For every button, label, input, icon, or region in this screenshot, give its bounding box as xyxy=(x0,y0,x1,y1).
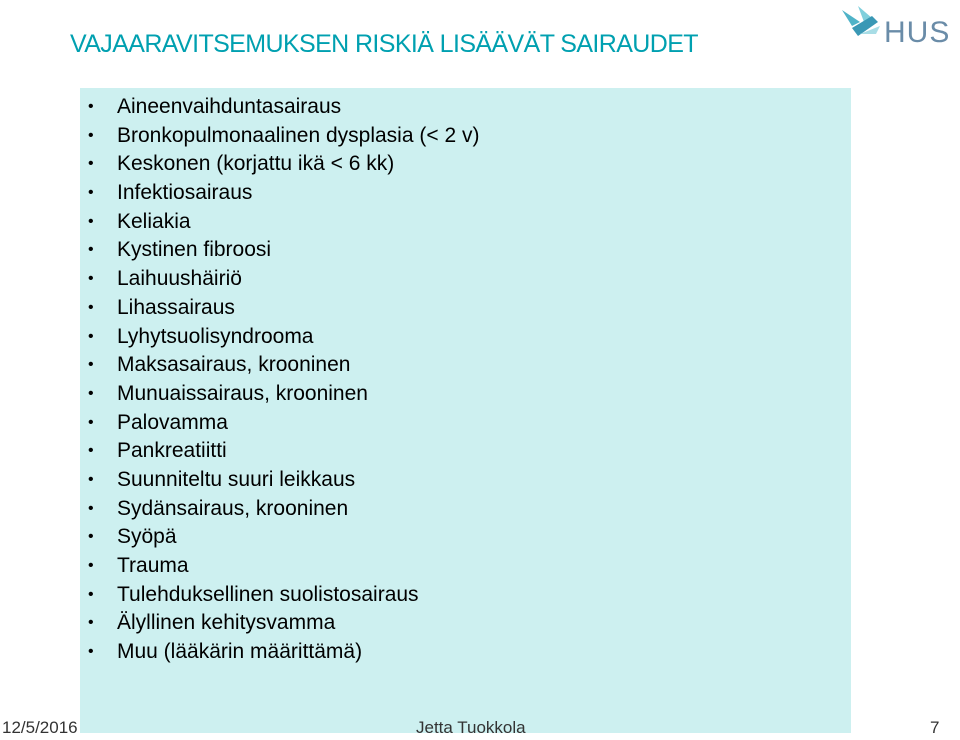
bullet-item xyxy=(88,150,479,179)
footer-date: 12/5/2016 xyxy=(2,718,78,737)
bullet-item xyxy=(88,265,479,294)
bullet-text: Aineenvaihduntasairaus xyxy=(117,95,342,118)
bullet-dot-icon: • xyxy=(88,384,94,402)
bullet-item xyxy=(88,437,479,466)
bullet-text: Suunniteltu suuri leikkaus xyxy=(117,467,356,491)
bullet-item xyxy=(88,93,479,122)
bullet-item xyxy=(88,122,479,151)
bullet-text: Keskonen (korjattu ikä < 6 kk) xyxy=(117,152,395,176)
bullet-dot-icon: • xyxy=(88,557,94,574)
bullet-text: Kystinen fibroosi xyxy=(117,238,272,262)
bullet-item xyxy=(88,351,479,380)
bullet-dot-icon: • xyxy=(88,585,94,603)
hus-logo xyxy=(838,4,960,54)
bullet-dot-icon: • xyxy=(88,614,94,632)
bullet-dot-icon: • xyxy=(88,356,94,374)
footer-author: Jetta Tuokkola xyxy=(416,718,526,737)
bullet-item xyxy=(88,609,479,638)
bullet-dot-icon: • xyxy=(88,643,94,661)
bullet-dot-icon: • xyxy=(88,184,94,202)
bullet-dot-icon: • xyxy=(88,413,94,431)
bullet-text: Bronkopulmonaalinen dysplasia (< 2 v) xyxy=(117,123,480,147)
bullet-dot-icon: • xyxy=(88,98,94,115)
bullet-text: Sydänsairaus, krooninen xyxy=(117,496,349,520)
bullet-dot-icon: • xyxy=(88,212,94,230)
bullet-text: Trauma xyxy=(117,554,189,577)
bullet-text: Keliakia xyxy=(117,209,191,233)
bullet-dot-icon: • xyxy=(88,298,94,316)
bullet-item xyxy=(88,495,479,524)
bullet-list xyxy=(88,93,479,667)
bullet-text: Infektiosairaus xyxy=(117,181,253,205)
bullet-dot-icon: • xyxy=(88,499,94,517)
bullet-item xyxy=(88,294,479,323)
hus-logo-icon xyxy=(838,4,884,44)
bullet-item xyxy=(88,466,479,495)
bullet-item xyxy=(88,380,479,409)
logo-text: HUS xyxy=(884,16,951,49)
bullet-item xyxy=(88,208,479,237)
bullet-dot-icon: • xyxy=(88,270,94,288)
bullet-text: Lyhytsuolisyndrooma xyxy=(117,324,314,348)
bullet-text: Pankreatiitti xyxy=(117,439,227,463)
content-box xyxy=(80,88,851,733)
bullet-text: Laihuushäiriö xyxy=(117,267,242,291)
bullet-item xyxy=(88,581,479,610)
bullet-item xyxy=(88,638,479,667)
bullet-dot-icon: • xyxy=(88,470,94,488)
bullet-text: Palovamma xyxy=(117,410,228,434)
bullet-dot-icon: • xyxy=(88,327,94,345)
bullet-text: Älyllinen kehitysvamma xyxy=(117,611,336,635)
bullet-item xyxy=(88,552,479,581)
bullet-item xyxy=(88,236,479,265)
bullet-item xyxy=(88,523,479,552)
bullet-text: Muu (lääkärin määrittämä) xyxy=(117,640,363,664)
bullet-text: Syöpä xyxy=(117,525,177,549)
bullet-item xyxy=(88,179,479,208)
bullet-text: Maksasairaus, krooninen xyxy=(117,353,351,377)
bullet-dot-icon: • xyxy=(88,442,94,460)
bullet-item xyxy=(88,409,479,438)
bullet-dot-icon: • xyxy=(88,241,94,259)
slide-title: VAJAARAVITSEMUKSEN RISKIÄ LISÄÄVÄT SAIRAUDET xyxy=(70,30,698,58)
bullet-dot-icon: • xyxy=(88,528,94,546)
bullet-dot-icon: • xyxy=(88,155,94,173)
bullet-text: Lihassairaus xyxy=(117,295,235,319)
bullet-text: Munuaissairaus, krooninen xyxy=(117,381,368,405)
bullet-dot-icon: • xyxy=(88,126,94,144)
bullet-text: Tulehduksellinen suolistosairaus xyxy=(117,582,419,606)
page-number: 7 xyxy=(930,718,940,737)
bullet-item xyxy=(88,323,479,352)
